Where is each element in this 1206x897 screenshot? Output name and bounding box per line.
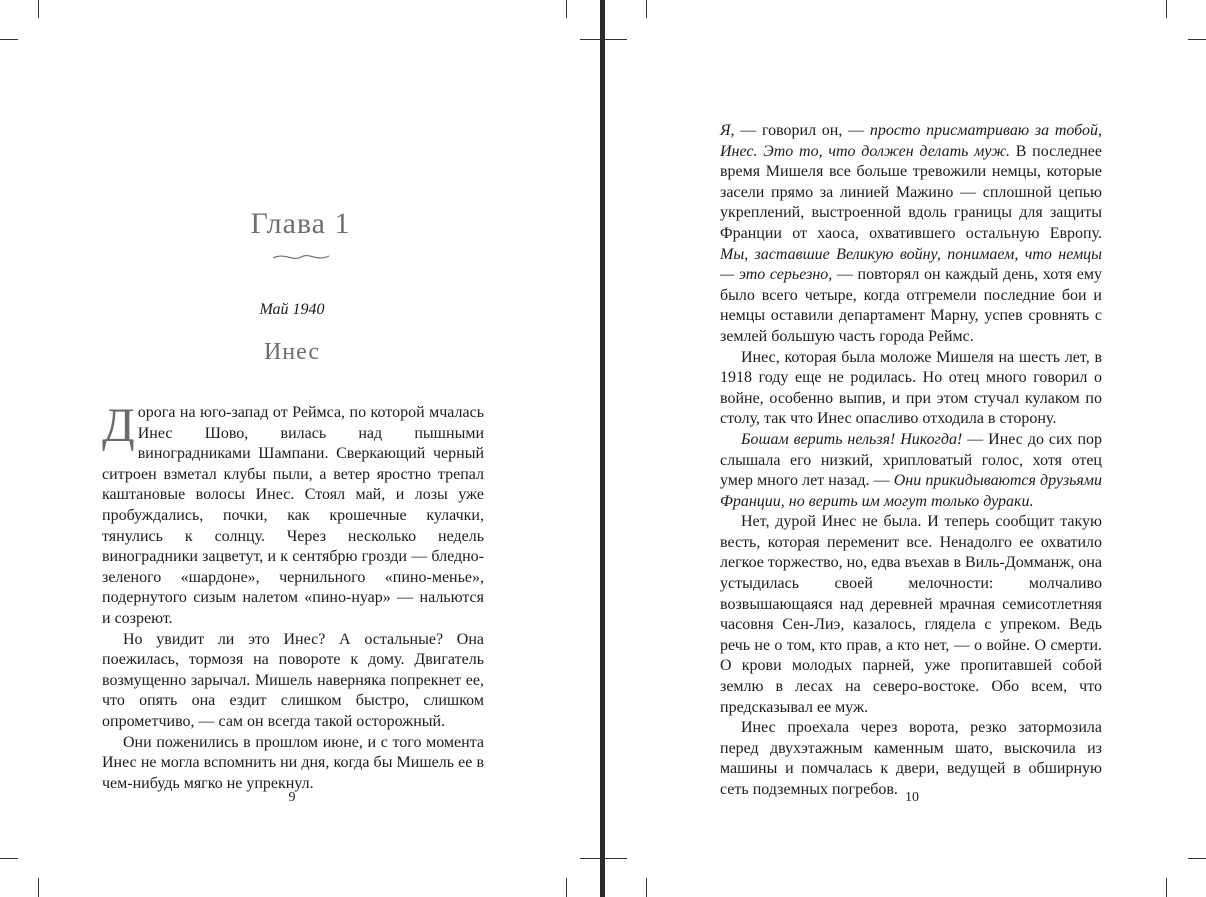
crop-mark xyxy=(1188,39,1206,40)
crop-mark xyxy=(605,39,627,40)
crop-mark xyxy=(38,878,39,897)
drop-cap: Д xyxy=(102,399,135,452)
italic-text: Мы, заставшие Великую войну, понимаем, что немцы — это серьезно, xyxy=(720,245,1102,284)
crop-mark xyxy=(580,39,600,40)
paragraph xyxy=(102,399,484,630)
paragraph: Но увидит ли это Инес? А остальные? Она поежилась, тормозя на повороте к дому. Двигатель возмущенно зарычал. Мишель наверняка попрекнет ее, что опять она ездит слишком быстро, слишком опрометчиво, — сам он всегда такой осторожный. xyxy=(102,630,484,730)
left-page xyxy=(0,0,601,897)
left-body-text xyxy=(102,399,484,794)
paragraph: Они поженились в прошлом июне, и с того момента Инес не могла вспомнить ни дня, когда бы Мишель ее в чем-нибудь мягко не упрекнул. xyxy=(102,733,484,792)
paragraph-text: — Инес до сих пор слышала его низкий, хрипловатый голос, хотя отец умер много лет назад. — xyxy=(720,430,1103,490)
crop-mark xyxy=(580,858,600,859)
italic-text: Бошам верить нельзя! Никогда! xyxy=(741,430,963,448)
crop-mark xyxy=(566,0,567,18)
paragraph: Инес проехала через ворота, резко затормозила перед двухэтажным каменным шато, выскочила из машины и помчалась к двери, ведущей в обширную сеть подземных погребов. xyxy=(720,719,1102,798)
paragraph xyxy=(720,430,1102,512)
chapter-title: Глава 1 xyxy=(250,207,351,240)
page-number: 9 xyxy=(288,790,296,805)
italic-text: Они прикидываются друзьями Франции, но верить им могут только дураки. xyxy=(720,472,1102,510)
paragraph xyxy=(720,121,1102,348)
paragraph-text: орога на юго-запад от Реймса, по которой мчалась Инес Шово, вилась над пышными виноградниками Шампани. Сверкающий черный ситроен взметал клубы пыли, а ветер яростно трепал каштановые волосы Инес. Стоял май, и лозы уже пробуждались, почки, как крошечные кулачки, тянулись к солнцу. Через несколько недель виноградники зацветут, и к сентябрю грозди — бледно-зеленого «шардоне», чернильного «пино-менье», подернутого сизым налетом «пино-нуар» — нальются и созреют. xyxy=(102,404,484,627)
crop-mark xyxy=(1166,0,1167,18)
crop-mark xyxy=(566,878,567,897)
paragraph-text: В последнее время Мишеля все больше тревожили немцы, которые засели прямо за линией Мажино — сплошной цепью укреплений, выстроенной вдоль границы для защиты Франции от хаоса, охватившего остальную Европу. xyxy=(720,142,1103,242)
right-body-text xyxy=(720,121,1102,801)
chapter-date: Май 1940 xyxy=(259,301,325,318)
crop-mark xyxy=(0,858,18,859)
italic-text: просто присматриваю за тобой, Инес. Это то, что должен делать муж. xyxy=(720,122,1103,160)
page-number: 10 xyxy=(905,790,919,805)
paragraph-text: — повторял он каждый день, хотя ему было всего четыре, когда отгремели последние бои и немцы оставили департамент Марну, успев сровнять с землей большую часть города Реймс. xyxy=(720,266,1102,345)
ornament-swash-icon xyxy=(271,250,331,264)
paragraph: Нет, дурой Инес не была. И теперь сообщит такую весть, которая переменит все. Ненадолго ее охватило легкое торжество, но, едва въехав в Виль-Домманж, она устыдилась своей мелочности: молчаливо возвышающаяся над деревней мрачная семисотлетняя часовня Сен-Лиэ, казалось, глядела с упреком. Ведь речь не о том, кто прав, а кто нет, — о войне. О смерти. О крови молодых парней, уже пропитавшей собой землю в лесах на северо-востоке. Обо всем, что предсказывал ее муж. xyxy=(720,513,1102,716)
section-name: Инес xyxy=(263,339,321,365)
crop-mark xyxy=(1166,878,1167,897)
crop-mark xyxy=(605,858,627,859)
crop-mark xyxy=(646,878,647,897)
right-page xyxy=(605,0,1206,897)
crop-mark xyxy=(38,0,39,18)
crop-mark xyxy=(646,0,647,18)
crop-mark xyxy=(1188,858,1206,859)
crop-mark xyxy=(0,39,18,40)
paragraph-text: — говорил он, — xyxy=(734,122,870,139)
italic-text: Я, xyxy=(720,122,735,139)
paragraph: Инес, которая была моложе Мишеля на шесть лет, в 1918 году еще не родилась. Но отец много говорил о войне, особенно выпив, и при этом стучал кулаком по столу, так что Инес опасливо отходила в сторону. xyxy=(720,348,1102,428)
